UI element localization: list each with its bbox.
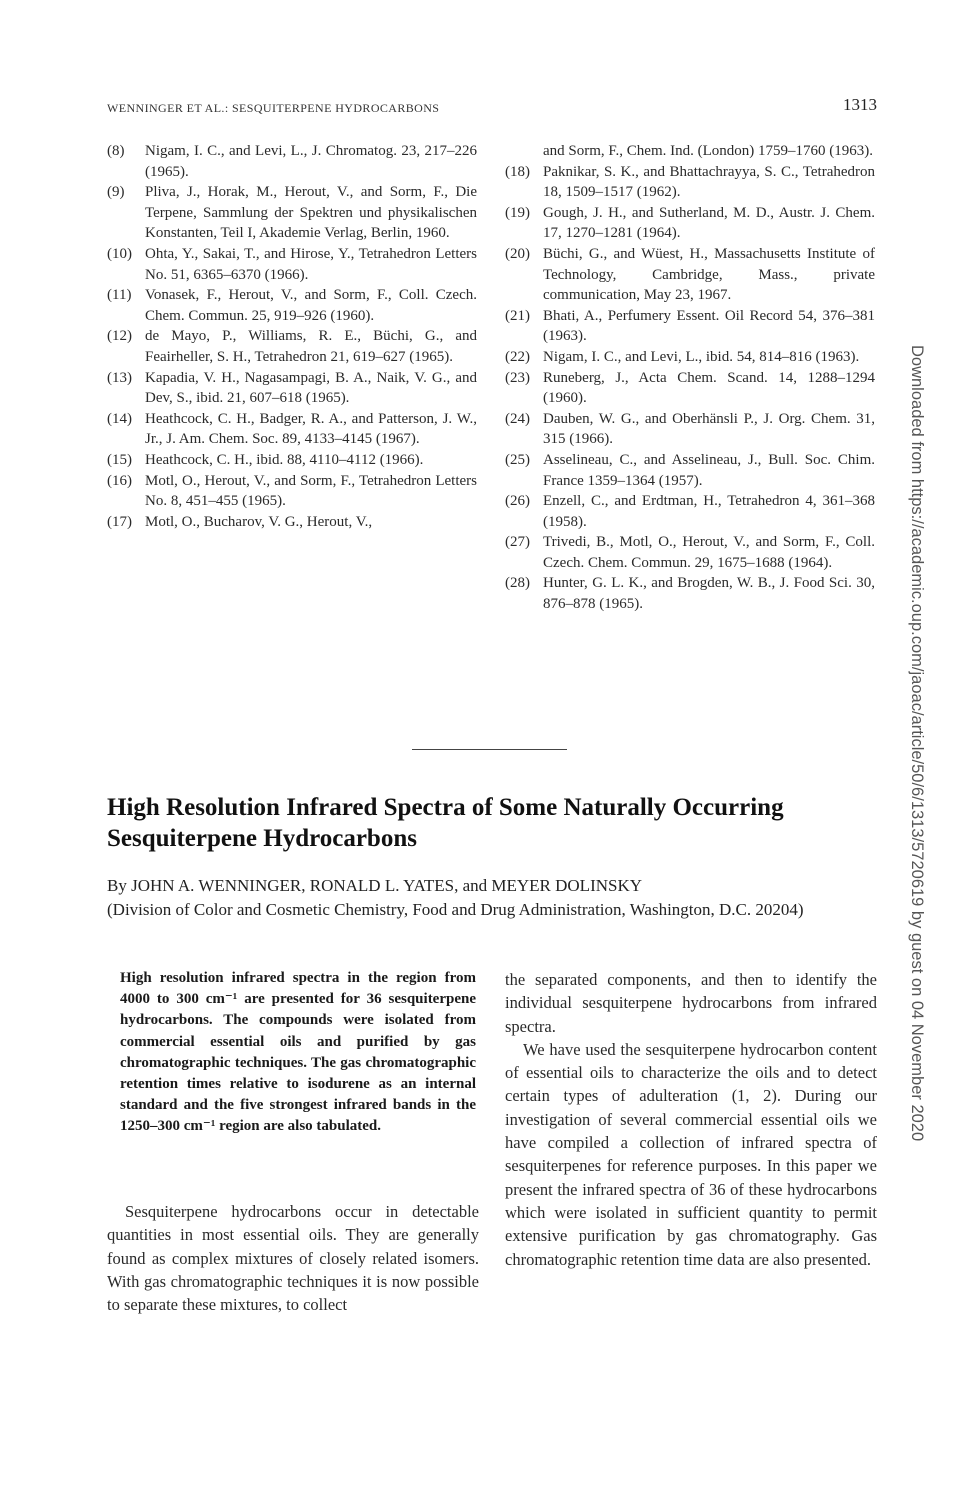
reference-text: Nigam, I. C., and Levi, L., ibid. 54, 814–816 (1963). [543, 348, 860, 365]
reference-number: (23) [505, 369, 530, 386]
body-right-column [505, 968, 877, 1271]
reference-number: (17) [107, 513, 132, 530]
reference-number: (22) [505, 348, 530, 365]
reference-item [107, 182, 477, 244]
author-affiliation: (Division of Color and Cosmetic Chemistry, Food and Drug Administration, Washington, D.C. 20204) [107, 900, 804, 919]
reference-text: Ohta, Y., Sakai, T., and Hirose, Y., Tetrahedron Letters No. 51, 6365–6370 (1966). [145, 245, 477, 283]
reference-number: (12) [107, 328, 132, 345]
reference-item [505, 347, 875, 368]
reference-number: (14) [107, 410, 132, 427]
body-paragraph: We have used the sesquiterpene hydrocarbon content of essential oils to characterize the oils and to detect certain types of adulteration (1, 2). During our investigation of several commercial essential oils we have compiled a collection of infrared spectra of sesquiterpenes for reference purposes. In this paper we present the infrared spectra of 36 of these hydrocarbons which were isolated in sufficient quantity to permit extensive purification by gas chromatography. Gas chromatographic retention time data are also presented. [505, 1039, 877, 1269]
reference-text: Runeberg, J., Acta Chem. Scand. 14, 1288–1294 (1960). [543, 369, 875, 407]
download-watermark [902, 345, 926, 1145]
reference-item [107, 244, 477, 285]
reference-item [505, 141, 875, 162]
reference-item [107, 368, 477, 409]
reference-number: (13) [107, 369, 132, 386]
reference-item [505, 573, 875, 614]
reference-item [505, 162, 875, 203]
reference-number: (28) [505, 575, 530, 592]
reference-text: Motl, O., Herout, V., and Sorm, F., Tetrahedron Letters No. 8, 451–455 (1965). [145, 472, 477, 510]
page-number: 1313 [843, 95, 877, 114]
reference-text: and Sorm, F., Chem. Ind. (London) 1759–1760 (1963). [543, 143, 874, 159]
reference-text: Vonasek, F., Herout, V., and Sorm, F., Coll. Czech. Chem. Commun. 25, 919–926 (1960). [145, 287, 477, 324]
reference-number: (19) [505, 204, 530, 221]
reference-number: (16) [107, 472, 132, 489]
references-left-column [107, 141, 477, 532]
reference-number: (27) [505, 534, 530, 551]
reference-item [505, 491, 875, 532]
body-paragraph: Sesquiterpene hydrocarbons occur in detectable quantities in most essential oils. They are generally found as complex mixtures of closely related isomers. With gas chromatographic techniques it is now possible to separate these mixtures, to collect [107, 1202, 479, 1315]
reference-text: Hunter, G. L. K., and Brogden, W. B., J. Food Sci. 30, 876–878 (1965). [543, 575, 875, 613]
reference-number: (15) [107, 451, 132, 468]
body-paragraph: the separated components, and then to identify the individual sesquiterpene hydrocarbons from infrared spectra. [505, 970, 877, 1036]
reference-item [505, 532, 875, 573]
references-right-column [505, 141, 875, 615]
reference-number: (8) [107, 143, 125, 159]
reference-item [107, 512, 477, 533]
reference-text: Paknikar, S. K., and Bhattachrayya, S. C., Tetrahedron 18, 1509–1517 (1962). [543, 163, 875, 201]
body-left-column [107, 1200, 479, 1316]
reference-item [107, 471, 477, 512]
reference-number: (18) [505, 163, 530, 180]
reference-item [107, 285, 477, 326]
reference-item [505, 368, 875, 409]
section-divider [412, 749, 567, 750]
article-title: High Resolution Infrared Spectra of Some Naturally Occurring Sesquiterpene Hydrocarbons [107, 794, 784, 852]
abstract: High resolution infrared spectra in the region from 4000 to 300 cm⁻¹ are presented for 36 sesquiterpene hydrocarbons. The compounds were isolated from commercial essential oils and purified by gas chromatographic techniques. The gas chromatographic retention times relative to isodurene as an internal standard and the five strongest infrared bands in the 1250–300 cm⁻¹ region are also tabulated. [120, 970, 476, 1135]
reference-number: (11) [107, 287, 132, 304]
reference-number: (10) [107, 245, 132, 262]
reference-item [505, 450, 875, 491]
reference-number: (24) [505, 410, 530, 427]
reference-text: Dauben, W. G., and Oberhänsli P., J. Org. Chem. 31, 315 (1966). [543, 410, 875, 448]
reference-text: Motl, O., Bucharov, V. G., Herout, V., [145, 513, 373, 530]
reference-text: Gough, J. H., and Sutherland, M. D., Austr. J. Chem. 17, 1270–1281 (1964). [543, 204, 875, 242]
reference-item [107, 141, 477, 182]
reference-number: (9) [107, 184, 125, 201]
reference-text: Heathcock, C. H., Badger, R. A., and Patterson, J. W., Jr., J. Am. Chem. Soc. 89, 4133–4145 (1967). [145, 410, 477, 448]
running-head: WENNINGER ET AL.: SESQUITERPENE HYDROCARBONS [107, 101, 440, 115]
reference-text: Pliva, J., Horak, M., Herout, V., and Sorm, F., Die Terpene, Sammlung der Spektren und physikalischen Konstanten, Teil I, Akademie Verlag, Berlin, 1960. [145, 184, 477, 242]
reference-item [505, 203, 875, 244]
reference-number: (21) [505, 307, 530, 324]
reference-text: Büchi, G., and Wüest, H., Massachusetts Institute of Technology, Cambridge, Mass., private communication, May 23, 1967. [543, 245, 875, 304]
reference-text: Asselineau, C., and Asselineau, J., Bull. Soc. Chim. France 1359–1364 (1957). [543, 451, 875, 489]
reference-item [505, 244, 875, 306]
reference-number: (25) [505, 451, 530, 468]
reference-item [107, 409, 477, 450]
reference-number: (26) [505, 493, 530, 510]
reference-text: Bhati, A., Perfumery Essent. Oil Record 54, 376–381 (1963). [543, 307, 875, 345]
reference-item [107, 326, 477, 367]
reference-number: (20) [505, 245, 530, 262]
reference-text: de Mayo, P., Williams, R. E., Büchi, G., and Feairheller, S. H., Tetrahedron 21, 619–627 (1965). [145, 328, 477, 365]
reference-text: Heathcock, C. H., ibid. 88, 4110–4112 (1966). [145, 451, 424, 468]
download-watermark-text: Downloaded from https://academic.oup.com/jaoac/article/50/6/1313/5720619 by guest on 04 November 2020 [908, 345, 926, 1142]
reference-text: Trivedi, B., Motl, O., Herout, V., and Sorm, F., Coll. Czech. Chem. Commun. 29, 1675–1688 (1964). [543, 534, 875, 571]
reference-text: Enzell, C., and Erdtman, H., Tetrahedron 4, 361–368 (1958). [543, 493, 875, 530]
reference-text: Kapadia, V. H., Nagasampagi, B. A., Naik, V. G., and Dev, S., ibid. 21, 607–618 (1965). [145, 369, 477, 407]
reference-item [505, 306, 875, 347]
reference-text: Nigam, I. C., and Levi, L., J. Chromatog. 23, 217–226 (1965). [145, 143, 477, 180]
reference-item [107, 450, 477, 471]
author-byline: By JOHN A. WENNINGER, RONALD L. YATES, and MEYER DOLINSKY [107, 876, 643, 895]
reference-item [505, 409, 875, 450]
